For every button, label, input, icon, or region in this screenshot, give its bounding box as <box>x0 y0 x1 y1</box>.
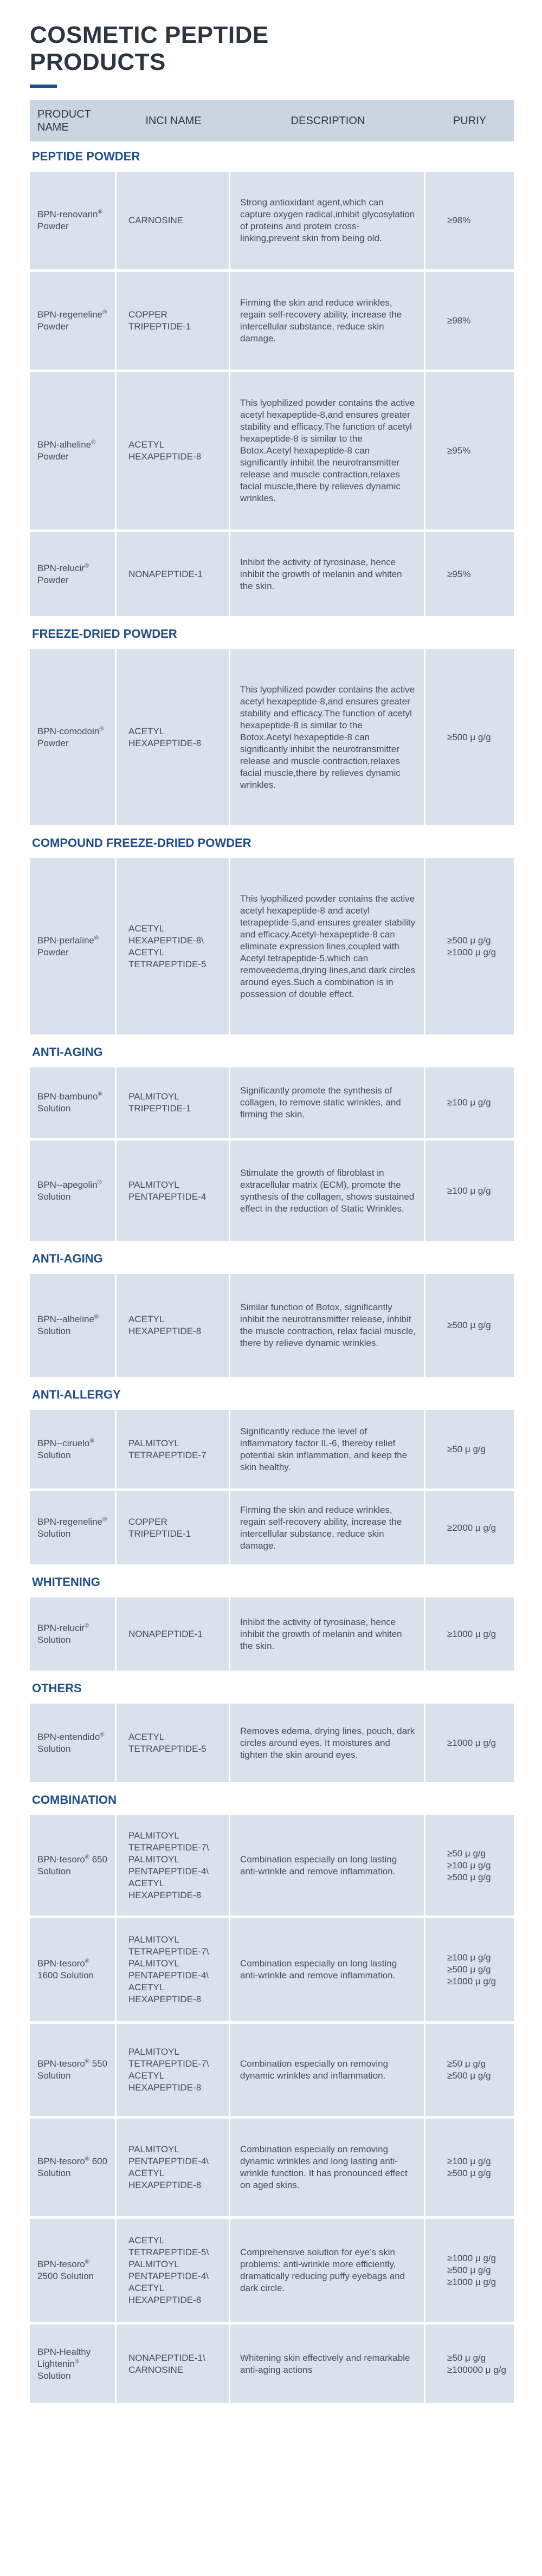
registered-mark: ® <box>84 1622 89 1629</box>
section-heading: FREEZE-DRIED POWDER <box>32 627 177 640</box>
product-form-text: Solution <box>37 1449 71 1460</box>
inci-name-cell: PALMITOYL TETRAPEPTIDE-7\ ACETYL HEXAPEPTIDE-8 <box>117 2024 230 2116</box>
inci-name-cell: ACETYL HEXAPEPTIDE-8\ ACETYL TETRAPEPTIDE-5 <box>117 858 230 1034</box>
registered-mark: ® <box>99 725 104 732</box>
section-heading: ANTI-AGING <box>32 1045 103 1059</box>
registered-mark: ® <box>84 562 89 569</box>
description-cell: This lyophilized powder contains the active acetyl hexapeptide-8 and acetyl tetrapeptide-5,and ensures greater stability and efficacy.Acetyl-hexapeptide-8 can eliminate expression lines,coupled with Acetyl tetrapeptide-5,which can removeedema,drying lines,and dark circles around eyes.Such a combination is in possession of double effect. <box>230 858 425 1034</box>
table-row <box>30 2024 514 2119</box>
product-name-text: BPN-regeneline <box>37 309 103 320</box>
title-line-1: COSMETIC PEPTIDE <box>30 22 269 48</box>
inci-name-cell: CARNOSINE <box>117 172 230 269</box>
purity-cell: ≥50 μ g/g ≥500 μ g/g <box>447 2059 491 2081</box>
table-row <box>30 1704 514 1785</box>
table-row <box>30 1067 514 1141</box>
description-cell: Significantly promote the synthesis of collagen, to remove static wrinkles, and firming the skin. <box>230 1067 425 1138</box>
inci-name-cell: PALMITOYL TETRAPEPTIDE-7 <box>117 1410 230 1488</box>
registered-mark: ® <box>85 1958 89 1965</box>
product-name <box>37 1516 109 1540</box>
table-row <box>30 1597 514 1673</box>
product-name-text: BPN-comodoin <box>37 726 100 736</box>
product-name-cell <box>30 372 117 529</box>
product-form-text: Solution <box>37 1743 71 1754</box>
product-name-cell <box>30 1597 117 1671</box>
table-row <box>30 272 514 372</box>
product-name <box>37 439 109 463</box>
purity-cell: ≥100 μ g/g ≥500 μ g/g <box>447 2156 491 2178</box>
product-name <box>37 1958 109 1982</box>
description-cell: Strong antioxidant agent,which can capture oxygen radical,inhibit glycosylation of proteins and protein cross-linking,prevent skin from being old. <box>230 172 425 269</box>
registered-mark: ® <box>98 209 102 216</box>
purity-cell: ≥95% <box>447 445 471 456</box>
product-name-text: BPN--alheline <box>37 1314 94 1324</box>
section-heading: COMBINATION <box>32 1793 117 1807</box>
product-name <box>37 1438 109 1461</box>
table-row <box>30 1918 514 2024</box>
table-row <box>30 1141 514 1244</box>
product-name-cell <box>30 272 117 370</box>
header <box>0 0 542 88</box>
table-row <box>30 1491 514 1567</box>
product-name-text: BPN-tesoro <box>37 2059 85 2069</box>
table-row <box>30 372 514 532</box>
product-form-text: Powder <box>37 221 69 231</box>
product-form-text: Solution <box>37 1528 71 1539</box>
product-name-text: BPN--ciruelo <box>37 1438 90 1448</box>
purity-cell: ≥2000 μ g/g <box>447 1522 496 1533</box>
product-name <box>37 1091 109 1115</box>
product-name <box>37 1313 109 1337</box>
product-form-text: Solution <box>37 1103 71 1114</box>
product-name-cell <box>30 858 117 1034</box>
product-form-text: 600 Solution <box>37 2156 108 2178</box>
product-form-text: Powder <box>37 574 69 585</box>
section-heading: WHITENING <box>32 1575 100 1589</box>
description-cell: Firming the skin and reduce wrinkles, regain self-recovery ability, increase the intercellular substance, reduce skin damage. <box>230 1491 425 1564</box>
product-name <box>37 1731 109 1755</box>
product-table <box>30 100 514 2406</box>
section-heading: PEPTIDE POWDER <box>32 150 140 163</box>
purity-cell: ≥98% <box>447 315 471 326</box>
column-header-description: DESCRIPTION <box>291 114 365 127</box>
inci-name-cell: PALMITOYL PENTAPEPTIDE-4 <box>117 1141 230 1241</box>
description-cell: Inhibit the activity of tyrosinase, hence inhibit the growth of melanin and whiten the skin. <box>230 532 425 616</box>
product-name <box>37 1854 109 1878</box>
product-name-cell <box>30 532 117 616</box>
registered-mark: ® <box>94 934 99 941</box>
product-name-cell <box>30 1918 117 2021</box>
column-header-purity: PURIY <box>453 114 487 127</box>
section-heading: OTHERS <box>32 1681 82 1695</box>
title-line-2: PRODUCTS <box>30 49 166 75</box>
registered-mark: ® <box>102 1516 107 1523</box>
product-form-text: 550 Solution <box>37 2059 108 2081</box>
product-form-text: 1600 Solution <box>37 1970 94 1980</box>
inci-name-cell: NONAPEPTIDE-1\ CARNOSINE <box>117 2325 230 2403</box>
product-name <box>37 309 109 333</box>
product-name <box>37 935 109 959</box>
purity-cell: ≥100 μ g/g <box>447 1097 491 1108</box>
product-name-text: BPN-relucir <box>37 562 85 573</box>
description-cell: Comprehensive solution for eye’s skin problems: anti-wrinkle more efficiently, dramatically reducing puffy eyebags and dark circle. <box>230 2219 425 2322</box>
description-cell: This lyophilized powder contains the active acetyl hexapeptide-8,and ensures greater stability and efficacy.The function of acetyl hexapeptide-8 is similar to the Botox.Acetyl hexapeptide-8 can significantly inhibit the neurotransmitter release and muscle contraction,relaxes facial muscle,there by relieves dynamic wrinkles. <box>230 649 425 825</box>
column-header-product-name: PRODUCT NAME <box>37 108 91 133</box>
purity-cell: ≥1000 μ g/g <box>447 1737 496 1748</box>
product-name-text: BPN-entendido <box>37 1731 100 1742</box>
description-cell: Combination especially on long lasting anti-wrinkle and remove inflammation. <box>230 1918 425 2021</box>
inci-name-cell: ACETYL HEXAPEPTIDE-8 <box>117 372 230 529</box>
product-name-text: BPN-perlaline <box>37 935 94 946</box>
inci-name-cell: ACETYL HEXAPEPTIDE-8 <box>117 1274 230 1377</box>
product-name <box>37 2258 109 2282</box>
table-row <box>30 1410 514 1491</box>
product-name-cell <box>30 1815 117 1915</box>
registered-mark: ® <box>89 1437 94 1444</box>
product-form-text: Powder <box>37 947 69 957</box>
product-name-cell <box>30 2119 117 2216</box>
product-name <box>37 2156 109 2179</box>
purity-cell: ≥500 μ g/g <box>447 1320 491 1330</box>
table-row <box>30 532 514 619</box>
product-name-text: BPN-relucir <box>37 1622 85 1633</box>
product-name-text: BPN-tesoro <box>37 2259 85 2269</box>
table-body <box>30 141 514 2406</box>
description-cell: Significantly reduce the level of inflammatory factor IL-6, thereby relief potential skin inflammation, and keep the skin healthy. <box>230 1410 425 1488</box>
product-form-text: 2500 Solution <box>37 2271 94 2281</box>
table-row <box>30 2325 514 2406</box>
product-name-cell <box>30 2024 117 2116</box>
product-form-text: Powder <box>37 451 69 462</box>
product-name-cell <box>30 1491 117 1564</box>
product-name-text: BPN-alheline <box>37 439 92 450</box>
registered-mark: ® <box>100 1731 105 1738</box>
product-name-cell <box>30 1141 117 1241</box>
product-form-text: Solution <box>37 1634 71 1645</box>
table-row <box>30 2219 514 2325</box>
purity-cell: ≥50 μ g/g ≥100000 μ g/g <box>447 2352 506 2375</box>
description-cell: Stimulate the growth of fibroblast in extracellular matrix (ECM), promote the synthesis of the collagen, shows sustained effect in the reduction of Static Wrinkles. <box>230 1141 425 1241</box>
inci-name-cell: COPPER TRIPEPTIDE-1 <box>117 1491 230 1564</box>
inci-name-cell: PALMITOYL TETRAPEPTIDE-7\ PALMITOYL PENTAPEPTIDE-4\ ACETYL HEXAPEPTIDE-8 <box>117 1815 230 1915</box>
product-name-cell <box>30 1704 117 1782</box>
description-cell: Removes edema, drying lines, pouch, dark circles around eyes. It moistures and tighten the skin around eyes. <box>230 1704 425 1782</box>
product-form-text: Solution <box>37 1326 71 1336</box>
description-cell: Combination especially on long lasting anti-wrinkle and remove inflammation. <box>230 1815 425 1915</box>
registered-mark: ® <box>75 2358 80 2365</box>
product-form-text: Solution <box>37 2370 71 2381</box>
purity-cell: ≥100 μ g/g ≥500 μ g/g ≥1000 μ g/g <box>447 1952 496 1986</box>
product-name-text: BPN-regeneline <box>37 1516 103 1527</box>
inci-name-cell: PALMITOYL TRIPEPTIDE-1 <box>117 1067 230 1138</box>
product-name-text: BPN-bambuno <box>37 1091 98 1102</box>
purity-cell: ≥50 μ g/g ≥100 μ g/g ≥500 μ g/g <box>447 1848 491 1882</box>
inci-name-cell: PALMITOYL TETRAPEPTIDE-7\ PALMITOYL PENTAPEPTIDE-4\ ACETYL HEXAPEPTIDE-8 <box>117 1918 230 2021</box>
product-name-cell <box>30 2325 117 2403</box>
title-underline <box>30 85 57 88</box>
product-name-text: BPN-Healthy Lightenin <box>37 2346 91 2369</box>
product-name <box>37 2058 109 2082</box>
product-name <box>37 1622 109 1646</box>
section-heading: ANTI-ALLERGY <box>32 1388 121 1401</box>
registered-mark: ® <box>85 1853 89 1860</box>
table-row <box>30 858 514 1037</box>
inci-name-cell: COPPER TRIPEPTIDE-1 <box>117 272 230 370</box>
product-form-text: 650 Solution <box>37 1854 108 1876</box>
product-form-text: Powder <box>37 321 69 332</box>
product-name-cell <box>30 1410 117 1488</box>
registered-mark: ® <box>102 309 107 316</box>
description-cell: This lyophilized powder contains the active acetyl hexapeptide-8,and ensures greater stability and efficacy.The function of acetyl hexapeptide-8 is similar to the Botox.Acetyl hexapeptide-8 can significantly inhibit the neurotransmitter release and muscle contraction,relaxes facial muscle,there by relieves dynamic wrinkles. <box>230 372 425 529</box>
column-header-inci-name: INCI NAME <box>145 114 202 127</box>
product-form-text: Powder <box>37 737 69 748</box>
registered-mark: ® <box>91 439 96 446</box>
product-form-text: Solution <box>37 1191 71 1202</box>
inci-name-cell: ACETYL TETRAPEPTIDE-5\ PALMITOYL PENTAPEPTIDE-4\ ACETYL HEXAPEPTIDE-8 <box>117 2219 230 2322</box>
table-row <box>30 2119 514 2219</box>
product-name-cell <box>30 649 117 825</box>
purity-cell: ≥95% <box>447 568 471 579</box>
product-name-cell <box>30 1274 117 1377</box>
page-title <box>30 22 542 76</box>
product-name <box>37 562 109 586</box>
product-name-cell <box>30 1067 117 1138</box>
product-name <box>37 2346 109 2382</box>
table-row <box>30 1815 514 1918</box>
table-row <box>30 649 514 828</box>
description-cell: Similar function of Botox, significantly inhibit the neurotransmitter release, inhibit the muscle contraction, relax facial muscle, there by relieve dynamic wrinkles. <box>230 1274 425 1377</box>
inci-name-cell: NONAPEPTIDE-1 <box>117 532 230 616</box>
product-name <box>37 209 109 232</box>
registered-mark: ® <box>94 1313 99 1321</box>
product-name-text: BPN-renovarin <box>37 209 98 219</box>
purity-cell: ≥500 μ g/g ≥1000 μ g/g <box>447 935 496 957</box>
registered-mark: ® <box>97 1179 102 1186</box>
description-cell: Combination especially on removing dynamic wrinkles and long lasting anti-wrinkle function. It has pronounced effect on aged skins. <box>230 2119 425 2216</box>
purity-cell: ≥1000 μ g/g ≥500 μ g/g ≥1000 μ g/g <box>447 2253 496 2287</box>
inci-name-cell: PALMITOYL PENTAPEPTIDE-4\ ACETYL HEXAPEPTIDE-8 <box>117 2119 230 2216</box>
purity-cell: ≥98% <box>447 215 471 225</box>
product-name-cell <box>30 172 117 269</box>
purity-cell: ≥50 μ g/g <box>447 1444 486 1454</box>
purity-cell: ≥100 μ g/g <box>447 1185 491 1196</box>
product-name-text: BPN--apegolin <box>37 1179 98 1190</box>
table-row <box>30 1274 514 1380</box>
inci-name-cell: ACETYL TETRAPEPTIDE-5 <box>117 1704 230 1782</box>
product-name-cell <box>30 2219 117 2322</box>
description-cell: Inhibit the activity of tyrosinase, hence inhibit the growth of melanin and whiten the skin. <box>230 1597 425 1671</box>
product-name-text: BPN-tesoro <box>37 1854 85 1865</box>
purity-cell: ≥500 μ g/g <box>447 732 491 742</box>
inci-name-cell: NONAPEPTIDE-1 <box>117 1597 230 1671</box>
registered-mark: ® <box>85 2156 89 2163</box>
purity-cell: ≥1000 μ g/g <box>447 1628 496 1639</box>
registered-mark: ® <box>85 2258 89 2266</box>
description-cell: Combination especially on removing dynamic wrinkles and inflammation. <box>230 2024 425 2116</box>
registered-mark: ® <box>98 1091 102 1098</box>
table-row <box>30 172 514 272</box>
description-cell: Whitening skin effectively and remarkable anti-aging actions <box>230 2325 425 2403</box>
table-header <box>30 100 514 141</box>
product-name <box>37 726 109 749</box>
registered-mark: ® <box>85 2058 89 2065</box>
description-cell: Firming the skin and reduce wrinkles, regain self-recovery ability, increase the intercellular substance, reduce skin damage. <box>230 272 425 370</box>
product-name <box>37 1179 109 1203</box>
section-heading: ANTI-AGING <box>32 1252 103 1265</box>
inci-name-cell: ACETYL HEXAPEPTIDE-8 <box>117 649 230 825</box>
product-name-text: BPN-tesoro <box>37 2156 85 2166</box>
section-heading: COMPOUND FREEZE-DRIED POWDER <box>32 836 251 850</box>
product-name-text: BPN-tesoro <box>37 1958 85 1969</box>
